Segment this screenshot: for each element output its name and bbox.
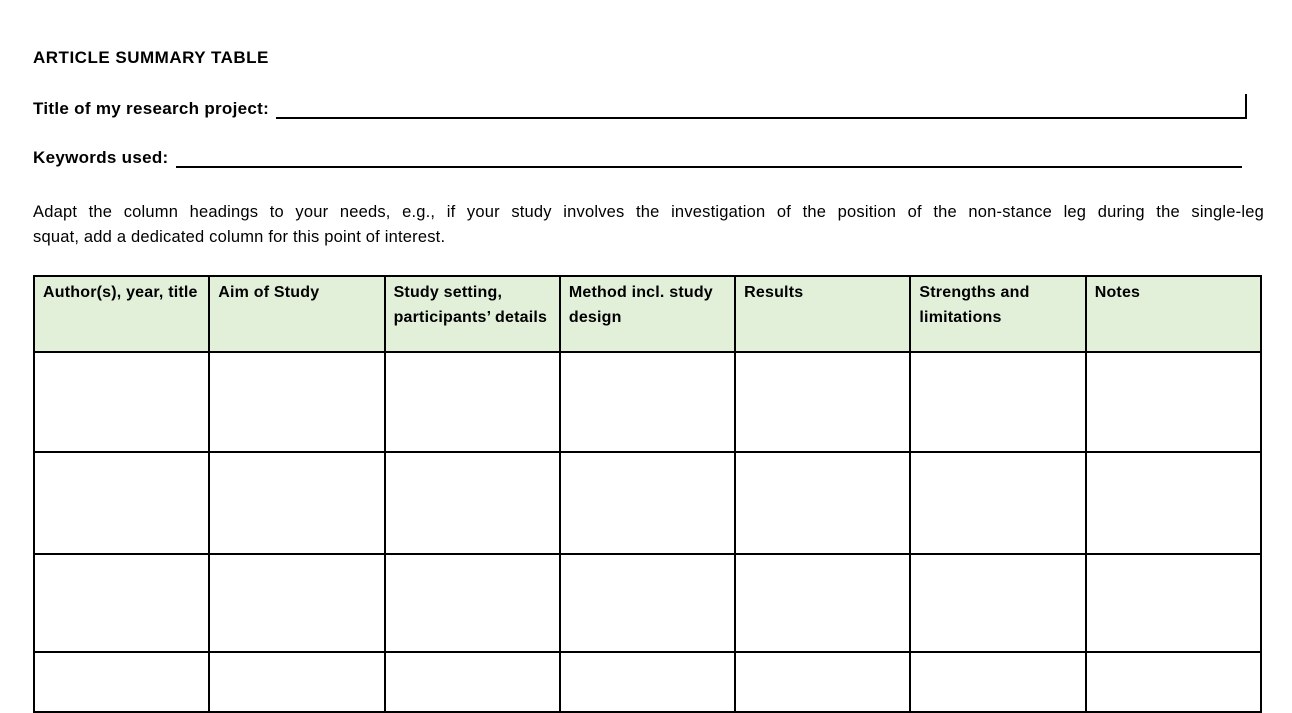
table-cell[interactable] [560, 352, 735, 452]
table-cell[interactable] [910, 452, 1085, 554]
table-header-row [34, 276, 1261, 352]
table-cell[interactable] [910, 652, 1085, 712]
table-cell[interactable] [560, 652, 735, 712]
table-cell[interactable] [34, 452, 209, 554]
table-cell[interactable] [34, 352, 209, 452]
instructions-paragraph [33, 200, 1264, 250]
table-cell[interactable] [1086, 352, 1261, 452]
table-cell[interactable] [385, 352, 560, 452]
instructions-line-1: Adapt the column headings to your needs, e.g., if your study involves the investigation of the position of the non-stance leg during the single-leg [33, 203, 1264, 221]
column-header-study-setting[interactable]: Study setting, participants’ details [385, 276, 560, 352]
table-cell[interactable] [385, 554, 560, 652]
table-cell[interactable] [209, 652, 384, 712]
field-row-project-title [33, 99, 1246, 119]
keywords-input-line[interactable] [176, 148, 1242, 168]
table-cell[interactable] [209, 352, 384, 452]
table-cell[interactable] [735, 652, 910, 712]
table-row [34, 352, 1261, 452]
project-title-label: Title of my research project: [33, 99, 270, 118]
table-row [34, 652, 1261, 712]
table-cell[interactable] [34, 652, 209, 712]
table-cell[interactable] [209, 554, 384, 652]
column-header-method[interactable]: Method incl. study design [560, 276, 735, 352]
table-cell[interactable] [1086, 554, 1261, 652]
table-cell[interactable] [385, 452, 560, 554]
table-cell[interactable] [910, 352, 1085, 452]
instructions-line-2: squat, add a dedicated column for this point of interest. [33, 228, 446, 246]
table-cell[interactable] [560, 452, 735, 554]
column-header-notes[interactable]: Notes [1086, 276, 1261, 352]
table-cell[interactable] [735, 554, 910, 652]
table-cell[interactable] [385, 652, 560, 712]
table-row [34, 452, 1261, 554]
project-title-input-line[interactable] [276, 99, 1246, 119]
document-title: ARTICLE SUMMARY TABLE [33, 48, 269, 67]
article-summary-table [33, 275, 1262, 713]
keywords-label: Keywords used: [33, 148, 169, 167]
table-cell[interactable] [1086, 452, 1261, 554]
table-cell[interactable] [560, 554, 735, 652]
table-cell[interactable] [1086, 652, 1261, 712]
table-row [34, 554, 1261, 652]
field-row-keywords [33, 148, 1242, 168]
text-caret [1245, 94, 1247, 119]
column-header-aim-of-study[interactable]: Aim of Study [209, 276, 384, 352]
column-header-results[interactable]: Results [735, 276, 910, 352]
table-cell[interactable] [910, 554, 1085, 652]
table-cell[interactable] [209, 452, 384, 554]
table-cell[interactable] [735, 452, 910, 554]
column-header-authors-year-title[interactable]: Author(s), year, title [34, 276, 209, 352]
table-cell[interactable] [34, 554, 209, 652]
column-header-strengths-limitations[interactable]: Strengths and limitations [910, 276, 1085, 352]
table-cell[interactable] [735, 352, 910, 452]
